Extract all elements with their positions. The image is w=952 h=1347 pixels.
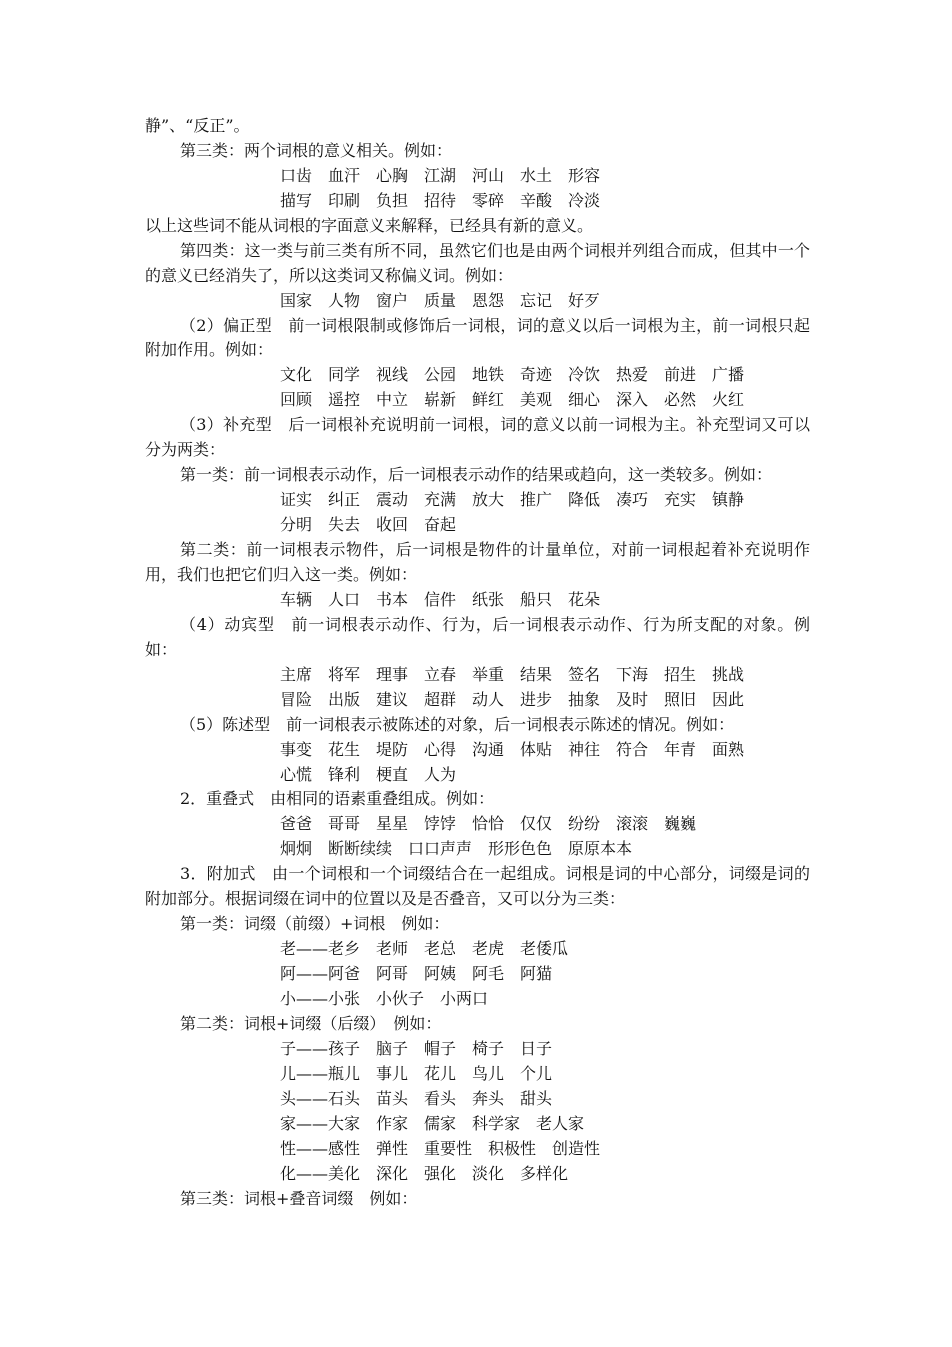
paragraph: （3）补充型 后一词根补充说明前一词根，词的意义以前一词根为主。补充型词又可以分为两类： [145,415,810,460]
example-words: 小——小张 小伙子 小两口 [280,989,489,1008]
example-words: 车辆 人口 书本 信件 纸张 船只 花朵 [280,589,601,609]
section-heading: 2．重叠式 由相同的语素重叠组成。例如： [180,789,495,809]
example-words: 描写 印刷 负担 招待 零碎 辛酸 冷淡 [280,190,601,210]
example-words: 爸爸 哥哥 星星 饽饽 恰恰 仅仅 纷纷 滚滚 巍巍 [280,814,697,834]
example-words: 国家 人物 窗户 质量 恩怨 忘记 好歹 [280,290,601,310]
example-words: 炯炯 断断续续 口口声声 形形色色 原原本本 [280,839,633,859]
example-words: 老——老乡 老师 老总 老虎 老倭瓜 [280,939,569,959]
example-words: 口齿 血汗 心胸 江湖 河山 水土 形容 [280,165,601,185]
category-heading: 第二类：词根+词缀（后缀） 例如： [180,1013,442,1033]
text-line: 静”、“反正”。 [145,116,250,135]
example-words: 化——美化 深化 强化 淡化 多样化 [280,1163,569,1183]
category-heading: 第三类：两个词根的意义相关。例如： [180,140,453,160]
document-body [145,114,810,1211]
example-words: 冒险 出版 建议 超群 动人 进步 抽象 及时 照旧 因此 [280,689,745,709]
paragraph: （4）动宾型 前一词根表示动作、行为，后一词根表示动作、行为所支配的对象。例如： [145,614,810,659]
example-words: 心慌 锋利 梗直 人为 [280,764,457,784]
paragraph: 第二类：前一词根表示物件，后一词根是物件的计量单位，对前一词根起着补充说明作用，我们也把它们归入这一类。例如： [145,540,810,584]
example-words: 主席 将军 理事 立春 举重 结果 签名 下海 招生 挑战 [280,664,745,684]
example-words: 文化 同学 视线 公园 地铁 奇迹 冷饮 热爱 前进 广播 [280,365,745,385]
category-heading: 第一类：词缀（前缀）+词根 例如： [180,914,450,934]
category-heading: 第三类：词根+叠音词缀 例如： [180,1188,418,1208]
example-words: 家——大家 作家 儒家 科学家 老人家 [280,1113,585,1133]
text-line: 以上这些词不能从词根的字面意义来解释，已经具有新的意义。 [145,215,594,235]
example-words: 事变 花生 堤防 心得 沟通 体贴 神往 符合 年青 面熟 [280,739,745,759]
example-words: 子——孩子 脑子 帽子 椅子 日子 [280,1038,553,1058]
example-words: 阿——阿爸 阿哥 阿姨 阿毛 阿猫 [280,964,553,984]
paragraph: （2）偏正型 前一词根限制或修饰后一词根，词的意义以后一词根为主，前一词根只起附加作用。例如： [145,315,810,360]
example-words: 头——石头 苗头 看头 奔头 甜头 [280,1088,553,1108]
example-words: 证实 纠正 震动 充满 放大 推广 降低 凑巧 充实 镇静 [280,490,745,510]
example-words: 儿——瓶儿 事儿 花儿 鸟儿 个儿 [280,1063,553,1083]
paragraph: 3．附加式 由一个词根和一个词缀结合在一起组成。词根是词的中心部分，词缀是词的附加部分。根据词缀在词中的位置以及是否叠音，又可以分为三类： [145,864,810,909]
example-words: 分明 失去 收回 奋起 [280,515,457,535]
category-heading: （5）陈述型 前一词根表示被陈述的对象，后一词根表示陈述的情况。例如： [180,714,735,734]
paragraph: 第四类：这一类与前三类有所不同，虽然它们也是由两个词根并列组合而成，但其中一个的意义已经消失了，所以这类词又称偏义词。例如： [145,240,810,285]
example-words: 性——感性 弹性 重要性 积极性 创造性 [280,1138,601,1158]
category-heading: 第一类：前一词根表示动作，后一词根表示动作的结果或趋向，这一类较多。例如： [180,465,773,485]
example-words: 回顾 遥控 中立 崭新 鲜红 美观 细心 深入 必然 火红 [280,390,745,410]
